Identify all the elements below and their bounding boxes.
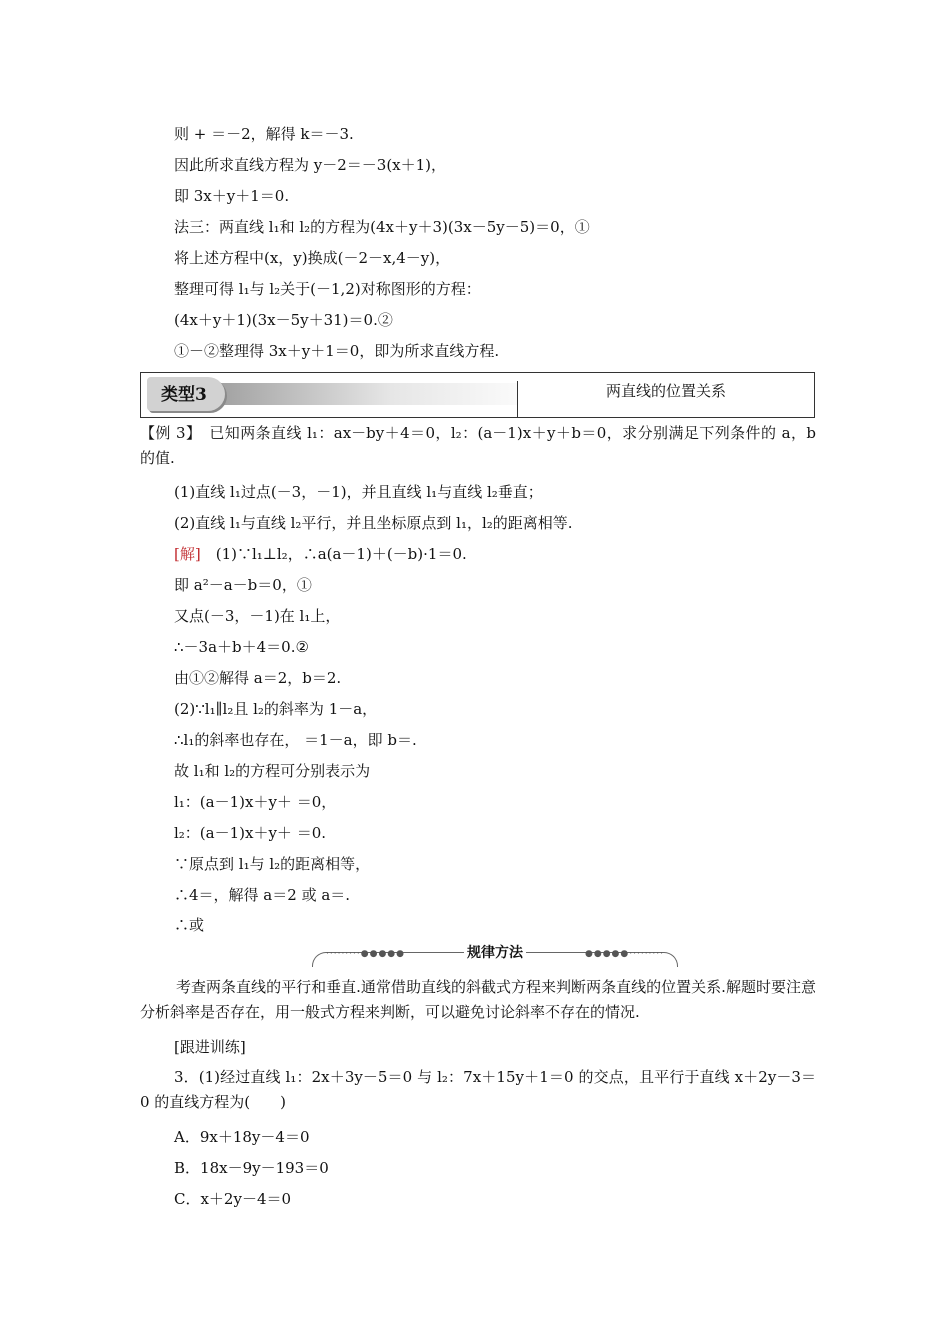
method-label: 规律方法 bbox=[312, 942, 678, 962]
solution-line: 则 + ＝－2，解得 k＝－3. bbox=[174, 125, 354, 143]
section-type-label: 类型3 bbox=[161, 385, 207, 405]
solution-text: (1)∵l₁⊥l₂，∴a(a－1)＋(－b)·1＝0. bbox=[200, 545, 467, 563]
solution-line: 故 l₁和 l₂的方程可分别表示为 bbox=[174, 762, 371, 780]
method-dots-right: ●●●●●········· bbox=[584, 949, 664, 959]
method-text: 考查两条直线的平行和垂直.通常借助直线的斜截式方程来判断两条直线的位置关系.解题时要注意分析斜率是否存在，用一般式方程来判断，可以避免讨论斜率不存在的情况. bbox=[140, 978, 816, 1021]
solution-line: ①－②整理得 3x＋y＋1＝0，即为所求直线方程. bbox=[174, 342, 500, 360]
section-header bbox=[140, 372, 815, 418]
solution-line: 即 a²－a－b＝0，① bbox=[174, 576, 312, 594]
solution-line: 整理可得 l₁与 l₂关于(－1,2)对称图形的方程： bbox=[174, 280, 481, 298]
practice-question: 3．(1)经过直线 l₁：2x＋3y－5＝0 与 l₂：7x＋15y＋1＝0 的交点，且平行于直线 x＋2y－3＝0 的直线方程为( ) bbox=[140, 1068, 816, 1111]
example-question-2: (2)直线 l₁与直线 l₂平行，并且坐标原点到 l₁，l₂的距离相等. bbox=[174, 514, 573, 532]
solution-line: ∴－3a＋b＋4＝0.② bbox=[174, 638, 309, 656]
practice-tag: [跟进训练] bbox=[174, 1038, 246, 1056]
solution-line: ∴l₁的斜率也存在， ＝1－a，即 b＝. bbox=[174, 731, 417, 749]
solution-line: ∵原点到 l₁与 l₂的距离相等， bbox=[174, 855, 371, 873]
solution-line: l₂：(a－1)x＋y＋ ＝0. bbox=[174, 824, 327, 842]
solution-tag: [解] bbox=[174, 545, 201, 563]
solution-line: 又点(－3，－1)在 l₁上， bbox=[174, 607, 341, 625]
solution-line: ∴或 bbox=[174, 916, 205, 934]
solution-line: ∴4＝，解得 a＝2 或 a＝. bbox=[174, 886, 351, 904]
method-dots-left: ·········●●●●● bbox=[326, 949, 406, 959]
section-type-tab bbox=[141, 373, 517, 417]
option-a: A．9x＋18y－4＝0 bbox=[174, 1128, 310, 1146]
option-c: C．x＋2y－4＝0 bbox=[174, 1190, 292, 1208]
example-question-1: (1)直线 l₁过点(－3，－1)，并且直线 l₁与直线 l₂垂直； bbox=[174, 483, 543, 501]
solution-line: 法三：两直线 l₁和 l₂的方程为(4x＋y＋3)(3x－5y－5)＝0，① bbox=[174, 218, 590, 236]
section-tab-gradient bbox=[201, 383, 517, 405]
example-statement: 【例 3】 已知两条直线 l₁：ax－by＋4＝0，l₂：(a－1)x＋y＋b＝0，求分别满足下列条件的 a，b 的值. bbox=[140, 424, 816, 467]
solution-line: 即 3x＋y＋1＝0. bbox=[174, 187, 290, 205]
method-banner bbox=[312, 942, 678, 966]
solution-line: (4x＋y＋1)(3x－5y＋31)＝0.② bbox=[174, 311, 393, 329]
solution-line: l₁：(a－1)x＋y＋ ＝0， bbox=[174, 793, 337, 811]
option-b: B．18x－9y－193＝0 bbox=[174, 1159, 329, 1177]
section-title: 两直线的位置关系 bbox=[605, 382, 726, 400]
solution-line: 因此所求直线方程为 y－2＝－3(x＋1)， bbox=[174, 156, 447, 174]
solution-line: (2)∵l₁∥l₂且 l₂的斜率为 1－a， bbox=[174, 700, 378, 718]
solution-line: 将上述方程中(x，y)换成(－2－x,4－y)， bbox=[174, 249, 451, 267]
solution-line: 由①②解得 a＝2，b＝2. bbox=[174, 669, 342, 687]
solution-first-line bbox=[174, 544, 467, 564]
